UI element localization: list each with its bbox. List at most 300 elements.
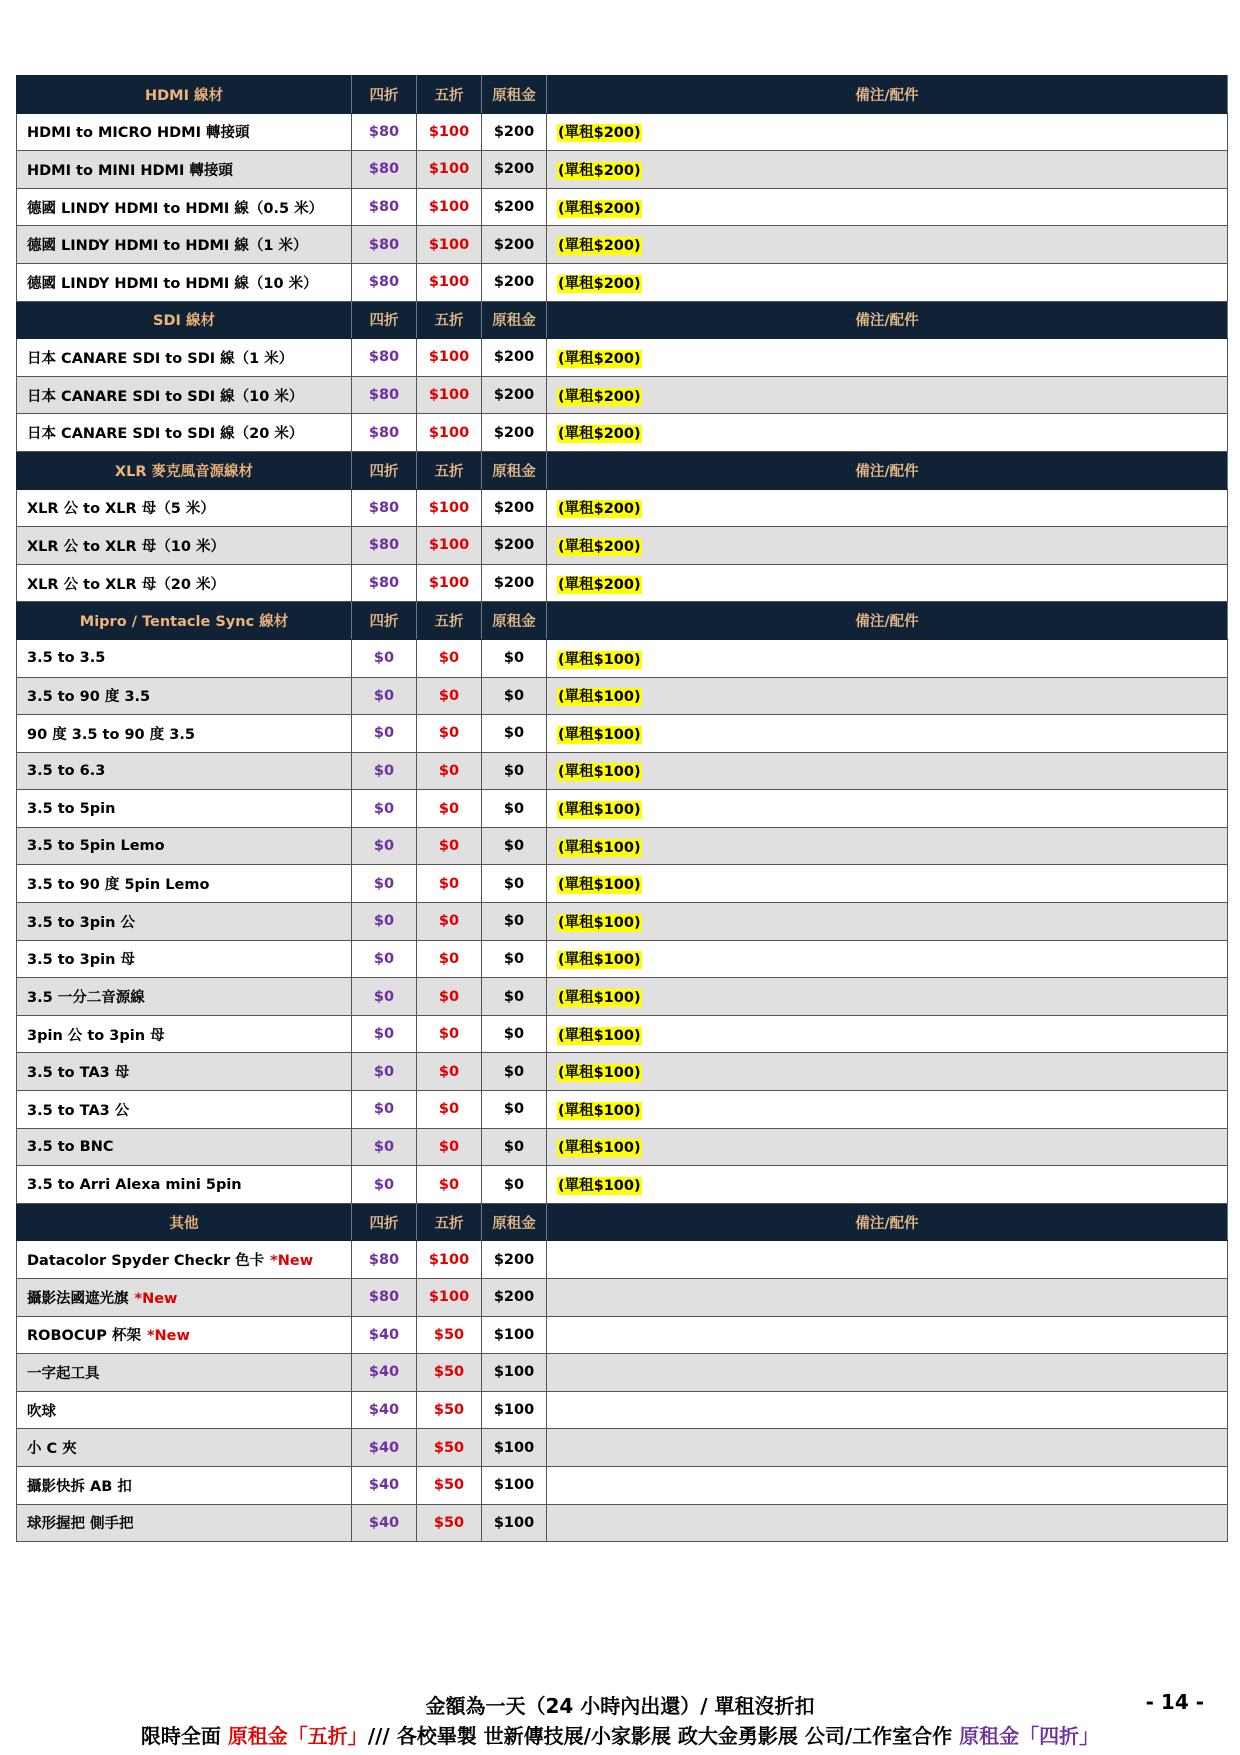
item-name: 3pin 公 to 3pin 母 (27, 1027, 165, 1044)
table-row (17, 790, 1228, 828)
note-cell (547, 113, 1228, 151)
single-rent-note: (單租$100) (558, 1178, 641, 1195)
item-name: HDMI to MICRO HDMI 轉接頭 (27, 125, 250, 142)
price-50-percent: $0 (417, 903, 482, 941)
price-50-percent: $100 (417, 263, 482, 301)
item-name-cell (17, 414, 352, 452)
price-50-percent: $0 (417, 1015, 482, 1053)
price-50-percent: $100 (417, 113, 482, 151)
price-40-percent: $0 (352, 1053, 417, 1091)
single-rent-note: (單租$200) (558, 238, 641, 255)
price-50-percent: $100 (417, 564, 482, 602)
single-rent-note: (單租$200) (558, 275, 641, 292)
price-40-percent: $80 (352, 564, 417, 602)
item-name-cell (17, 715, 352, 753)
price-original: $0 (482, 865, 547, 903)
price-40-percent: $80 (352, 226, 417, 264)
promo-partners: /// 各校畢製 世新傳技展/小家影展 政大金勇影展 公司/工作室合作 (367, 1724, 960, 1748)
new-badge: *New (134, 1290, 178, 1307)
item-name-cell (17, 827, 352, 865)
item-name-cell (17, 1015, 352, 1053)
note-cell (547, 1279, 1228, 1317)
price-50-percent: $50 (417, 1391, 482, 1429)
price-original: $100 (482, 1391, 547, 1429)
section-header-row (17, 451, 1228, 489)
price-original: $100 (482, 1504, 547, 1542)
column-header-orig: 原租金 (482, 451, 547, 489)
column-header-p50: 五折 (417, 301, 482, 339)
item-name-cell (17, 1466, 352, 1504)
column-header-orig: 原租金 (482, 301, 547, 339)
item-name-cell (17, 527, 352, 565)
price-original: $200 (482, 339, 547, 377)
column-header-p50: 五折 (417, 451, 482, 489)
item-name-cell (17, 113, 352, 151)
price-original: $0 (482, 1166, 547, 1204)
note-cell (547, 865, 1228, 903)
table-row (17, 715, 1228, 753)
item-name: 3.5 to 5pin Lemo (27, 838, 165, 855)
table-row (17, 752, 1228, 790)
price-40-percent: $0 (352, 903, 417, 941)
table-row (17, 414, 1228, 452)
promo-half-price: 原租金「五折」 (227, 1724, 368, 1748)
item-name-cell (17, 1429, 352, 1467)
price-original: $100 (482, 1316, 547, 1354)
note-cell (547, 564, 1228, 602)
single-rent-note: (單租$200) (558, 162, 641, 179)
note-cell (547, 715, 1228, 753)
note-cell (547, 1091, 1228, 1129)
single-rent-note: (單租$100) (558, 689, 641, 706)
item-name-cell (17, 1504, 352, 1542)
single-rent-note: (單租$100) (558, 1140, 641, 1157)
item-name: 球形握把 側手把 (27, 1516, 134, 1533)
note-cell (547, 188, 1228, 226)
single-rent-note: (單租$200) (558, 501, 641, 518)
note-cell (547, 489, 1228, 527)
price-40-percent: $80 (352, 1241, 417, 1279)
item-name: 攝影快拆 AB 扣 (27, 1478, 132, 1495)
item-name: 3.5 to 90 度 5pin Lemo (27, 877, 210, 894)
table-row (17, 1053, 1228, 1091)
table-row (17, 564, 1228, 602)
item-name-cell (17, 1316, 352, 1354)
price-40-percent: $40 (352, 1429, 417, 1467)
item-name: 3.5 to Arri Alexa mini 5pin (27, 1176, 242, 1193)
price-50-percent: $0 (417, 827, 482, 865)
single-rent-note: (單租$100) (558, 764, 641, 781)
note-cell (547, 677, 1228, 715)
item-name-cell (17, 339, 352, 377)
item-name: 3.5 to 6.3 (27, 762, 106, 779)
price-40-percent: $40 (352, 1391, 417, 1429)
item-name: 吹球 (27, 1403, 56, 1420)
item-name-cell (17, 564, 352, 602)
table-row (17, 677, 1228, 715)
item-name-cell (17, 677, 352, 715)
item-name: 德國 LINDY HDMI to HDMI 線（0.5 米） (27, 200, 324, 217)
table-row (17, 1316, 1228, 1354)
item-name-cell (17, 790, 352, 828)
promo-forty-percent: 原租金「四折」 (959, 1724, 1100, 1748)
column-header-p40: 四折 (352, 301, 417, 339)
item-name: 攝影法國遮光旗 (27, 1290, 129, 1307)
price-original: $0 (482, 940, 547, 978)
price-50-percent: $0 (417, 1091, 482, 1129)
price-50-percent: $50 (417, 1354, 482, 1392)
item-name: 日本 CANARE SDI to SDI 線（1 米） (27, 350, 294, 367)
price-40-percent: $40 (352, 1504, 417, 1542)
price-40-percent: $80 (352, 527, 417, 565)
price-original: $0 (482, 903, 547, 941)
price-original: $200 (482, 1279, 547, 1317)
section-title: HDMI 線材 (17, 76, 352, 114)
item-name: 日本 CANARE SDI to SDI 線（20 米） (27, 426, 304, 443)
item-name: 一字起工具 (27, 1365, 100, 1382)
note-cell (547, 1128, 1228, 1166)
item-name: 90 度 3.5 to 90 度 3.5 (27, 726, 195, 743)
single-rent-note: (單租$100) (558, 802, 641, 819)
table-row (17, 1166, 1228, 1204)
price-40-percent: $80 (352, 263, 417, 301)
price-50-percent: $0 (417, 1053, 482, 1091)
column-header-p40: 四折 (352, 602, 417, 640)
price-40-percent: $40 (352, 1354, 417, 1392)
price-50-percent: $100 (417, 151, 482, 189)
price-40-percent: $0 (352, 978, 417, 1016)
item-name: XLR 公 to XLR 母（5 米） (27, 501, 215, 518)
item-name-cell (17, 865, 352, 903)
price-original: $200 (482, 263, 547, 301)
price-50-percent: $50 (417, 1429, 482, 1467)
note-cell (547, 1391, 1228, 1429)
price-50-percent: $0 (417, 677, 482, 715)
price-original: $200 (482, 414, 547, 452)
section-header-row (17, 602, 1228, 640)
note-cell (547, 903, 1228, 941)
price-40-percent: $80 (352, 113, 417, 151)
note-cell (547, 1166, 1228, 1204)
item-name-cell (17, 1354, 352, 1392)
price-50-percent: $0 (417, 865, 482, 903)
item-name: XLR 公 to XLR 母（20 米） (27, 576, 225, 593)
table-row (17, 188, 1228, 226)
note-cell (547, 752, 1228, 790)
note-cell (547, 827, 1228, 865)
price-50-percent: $100 (417, 376, 482, 414)
new-badge: *New (270, 1253, 314, 1270)
item-name-cell (17, 1128, 352, 1166)
item-name-cell (17, 978, 352, 1016)
price-original: $100 (482, 1354, 547, 1392)
table-row (17, 1091, 1228, 1129)
price-50-percent: $50 (417, 1504, 482, 1542)
item-name: 3.5 to 90 度 3.5 (27, 689, 151, 706)
section-title: SDI 線材 (17, 301, 352, 339)
item-name: Datacolor Spyder Checkr 色卡 (27, 1253, 265, 1270)
item-name-cell (17, 1279, 352, 1317)
column-header-p50: 五折 (417, 76, 482, 114)
table-row (17, 1015, 1228, 1053)
price-50-percent: $100 (417, 226, 482, 264)
item-name-cell (17, 226, 352, 264)
footer-terms (0, 1690, 1240, 1719)
item-name: 3.5 to 5pin (27, 800, 116, 817)
item-name-cell (17, 1091, 352, 1129)
price-original: $0 (482, 639, 547, 677)
new-badge: *New (146, 1328, 190, 1345)
price-40-percent: $80 (352, 489, 417, 527)
price-50-percent: $50 (417, 1316, 482, 1354)
table-row (17, 113, 1228, 151)
section-header-row (17, 1203, 1228, 1241)
price-original: $0 (482, 677, 547, 715)
item-name: 德國 LINDY HDMI to HDMI 線（1 米） (27, 238, 308, 255)
single-rent-note: (單租$200) (558, 125, 641, 142)
item-name: 3.5 to BNC (27, 1138, 114, 1155)
item-name-cell (17, 639, 352, 677)
single-rent-note: (單租$100) (558, 877, 641, 894)
promo-prefix: 限時全面 (140, 1724, 228, 1748)
price-original: $0 (482, 715, 547, 753)
note-cell (547, 151, 1228, 189)
single-rent-note: (單租$100) (558, 990, 641, 1007)
single-rent-note: (單租$100) (558, 1065, 641, 1082)
single-rent-note: (單租$100) (558, 1027, 641, 1044)
price-original: $0 (482, 1091, 547, 1129)
note-cell (547, 339, 1228, 377)
table-row (17, 527, 1228, 565)
price-40-percent: $0 (352, 1015, 417, 1053)
section-header-row (17, 76, 1228, 114)
single-rent-note: (單租$100) (558, 952, 641, 969)
price-40-percent: $80 (352, 1279, 417, 1317)
single-rent-note: (單租$200) (558, 388, 641, 405)
footer-promo (0, 1720, 1240, 1749)
section-title: 其他 (17, 1203, 352, 1241)
price-40-percent: $40 (352, 1466, 417, 1504)
price-50-percent: $100 (417, 414, 482, 452)
table-row (17, 978, 1228, 1016)
single-rent-note: (單租$200) (558, 350, 641, 367)
price-40-percent: $0 (352, 1091, 417, 1129)
column-header-note: 備注/配件 (547, 76, 1228, 114)
table-row (17, 903, 1228, 941)
page-number: - 14 - (1145, 1690, 1204, 1714)
price-40-percent: $80 (352, 376, 417, 414)
note-cell (547, 1466, 1228, 1504)
price-original: $100 (482, 1466, 547, 1504)
note-cell (547, 1316, 1228, 1354)
table-row (17, 376, 1228, 414)
column-header-orig: 原租金 (482, 1203, 547, 1241)
item-name-cell (17, 1391, 352, 1429)
price-50-percent: $50 (417, 1466, 482, 1504)
note-cell (547, 527, 1228, 565)
table-row (17, 263, 1228, 301)
note-cell (547, 1053, 1228, 1091)
item-name: 3.5 一分二音源線 (27, 990, 145, 1007)
table-row (17, 865, 1228, 903)
table-row (17, 1128, 1228, 1166)
note-cell (547, 639, 1228, 677)
section-header-row (17, 301, 1228, 339)
single-rent-note: (單租$200) (558, 538, 641, 555)
price-50-percent: $100 (417, 188, 482, 226)
item-name-cell (17, 489, 352, 527)
note-cell (547, 414, 1228, 452)
price-40-percent: $0 (352, 715, 417, 753)
price-original: $0 (482, 1128, 547, 1166)
price-50-percent: $0 (417, 715, 482, 753)
note-cell (547, 263, 1228, 301)
item-name: 3.5 to TA3 公 (27, 1102, 130, 1119)
item-name: 德國 LINDY HDMI to HDMI 線（10 米） (27, 275, 318, 292)
price-40-percent: $80 (352, 414, 417, 452)
price-40-percent: $80 (352, 339, 417, 377)
note-cell (547, 978, 1228, 1016)
item-name: ROBOCUP 杯架 (27, 1328, 141, 1345)
item-name: 3.5 to 3pin 母 (27, 952, 135, 969)
note-cell (547, 1504, 1228, 1542)
item-name-cell (17, 188, 352, 226)
price-original: $200 (482, 527, 547, 565)
single-rent-note: (單租$200) (558, 576, 641, 593)
item-name-cell (17, 151, 352, 189)
price-original: $200 (482, 564, 547, 602)
table-row (17, 1504, 1228, 1542)
column-header-orig: 原租金 (482, 76, 547, 114)
item-name: 小 C 夾 (27, 1441, 77, 1458)
item-name: 3.5 to 3pin 公 (27, 914, 135, 931)
price-original: $0 (482, 1015, 547, 1053)
column-header-p40: 四折 (352, 76, 417, 114)
column-header-note: 備注/配件 (547, 301, 1228, 339)
single-rent-note: (單租$100) (558, 651, 641, 668)
item-name: XLR 公 to XLR 母（10 米） (27, 538, 225, 555)
price-original: $0 (482, 978, 547, 1016)
price-40-percent: $0 (352, 790, 417, 828)
item-name: 3.5 to 3.5 (27, 650, 106, 667)
column-header-note: 備注/配件 (547, 451, 1228, 489)
price-50-percent: $0 (417, 790, 482, 828)
price-original: $0 (482, 1053, 547, 1091)
table-row (17, 1391, 1228, 1429)
price-40-percent: $0 (352, 677, 417, 715)
column-header-note: 備注/配件 (547, 1203, 1228, 1241)
price-40-percent: $0 (352, 752, 417, 790)
price-original: $200 (482, 1241, 547, 1279)
price-50-percent: $100 (417, 1241, 482, 1279)
column-header-p40: 四折 (352, 1203, 417, 1241)
item-name-cell (17, 1241, 352, 1279)
single-rent-note: (單租$200) (558, 200, 641, 217)
price-40-percent: $80 (352, 188, 417, 226)
item-name: HDMI to MINI HDMI 轉接頭 (27, 162, 233, 179)
table-row (17, 1429, 1228, 1467)
table-row (17, 940, 1228, 978)
price-40-percent: $0 (352, 865, 417, 903)
item-name-cell (17, 752, 352, 790)
item-name-cell (17, 376, 352, 414)
column-header-note: 備注/配件 (547, 602, 1228, 640)
item-name-cell (17, 903, 352, 941)
price-50-percent: $100 (417, 489, 482, 527)
price-original: $200 (482, 376, 547, 414)
price-50-percent: $0 (417, 978, 482, 1016)
price-40-percent: $0 (352, 1166, 417, 1204)
price-40-percent: $0 (352, 1128, 417, 1166)
note-cell (547, 940, 1228, 978)
note-cell (547, 376, 1228, 414)
price-50-percent: $0 (417, 639, 482, 677)
item-name-cell (17, 263, 352, 301)
note-cell (547, 1354, 1228, 1392)
note-cell (547, 1241, 1228, 1279)
column-header-p40: 四折 (352, 451, 417, 489)
column-header-p50: 五折 (417, 602, 482, 640)
table-row (17, 1241, 1228, 1279)
item-name-cell (17, 1053, 352, 1091)
price-40-percent: $0 (352, 940, 417, 978)
section-title: Mipro / Tentacle Sync 線材 (17, 602, 352, 640)
footer-line1: 金額為一天（24 小時內出還）/ 單租沒折扣 (425, 1694, 815, 1718)
section-title: XLR 麥克風音源線材 (17, 451, 352, 489)
price-50-percent: $100 (417, 1279, 482, 1317)
price-original: $100 (482, 1429, 547, 1467)
price-40-percent: $80 (352, 151, 417, 189)
single-rent-note: (單租$200) (558, 426, 641, 443)
column-header-orig: 原租金 (482, 602, 547, 640)
single-rent-note: (單租$100) (558, 914, 641, 931)
price-40-percent: $0 (352, 639, 417, 677)
table-row (17, 489, 1228, 527)
single-rent-note: (單租$100) (558, 1102, 641, 1119)
price-original: $200 (482, 226, 547, 264)
price-40-percent: $0 (352, 827, 417, 865)
price-original: $200 (482, 151, 547, 189)
price-original: $0 (482, 827, 547, 865)
price-50-percent: $0 (417, 752, 482, 790)
table-row (17, 339, 1228, 377)
note-cell (547, 790, 1228, 828)
price-50-percent: $0 (417, 940, 482, 978)
item-name: 3.5 to TA3 母 (27, 1065, 130, 1082)
table-row (17, 226, 1228, 264)
table-row (17, 151, 1228, 189)
item-name-cell (17, 1166, 352, 1204)
note-cell (547, 226, 1228, 264)
price-40-percent: $40 (352, 1316, 417, 1354)
table-row (17, 1354, 1228, 1392)
table-row (17, 1466, 1228, 1504)
price-50-percent: $100 (417, 527, 482, 565)
price-original: $0 (482, 752, 547, 790)
item-name-cell (17, 940, 352, 978)
price-50-percent: $100 (417, 339, 482, 377)
table-row (17, 639, 1228, 677)
note-cell (547, 1015, 1228, 1053)
single-rent-note: (單租$100) (558, 726, 641, 743)
price-original: $200 (482, 113, 547, 151)
price-50-percent: $0 (417, 1128, 482, 1166)
table-row (17, 827, 1228, 865)
single-rent-note: (單租$100) (558, 839, 641, 856)
price-original: $200 (482, 489, 547, 527)
price-original: $0 (482, 790, 547, 828)
rental-price-table (16, 75, 1228, 1542)
